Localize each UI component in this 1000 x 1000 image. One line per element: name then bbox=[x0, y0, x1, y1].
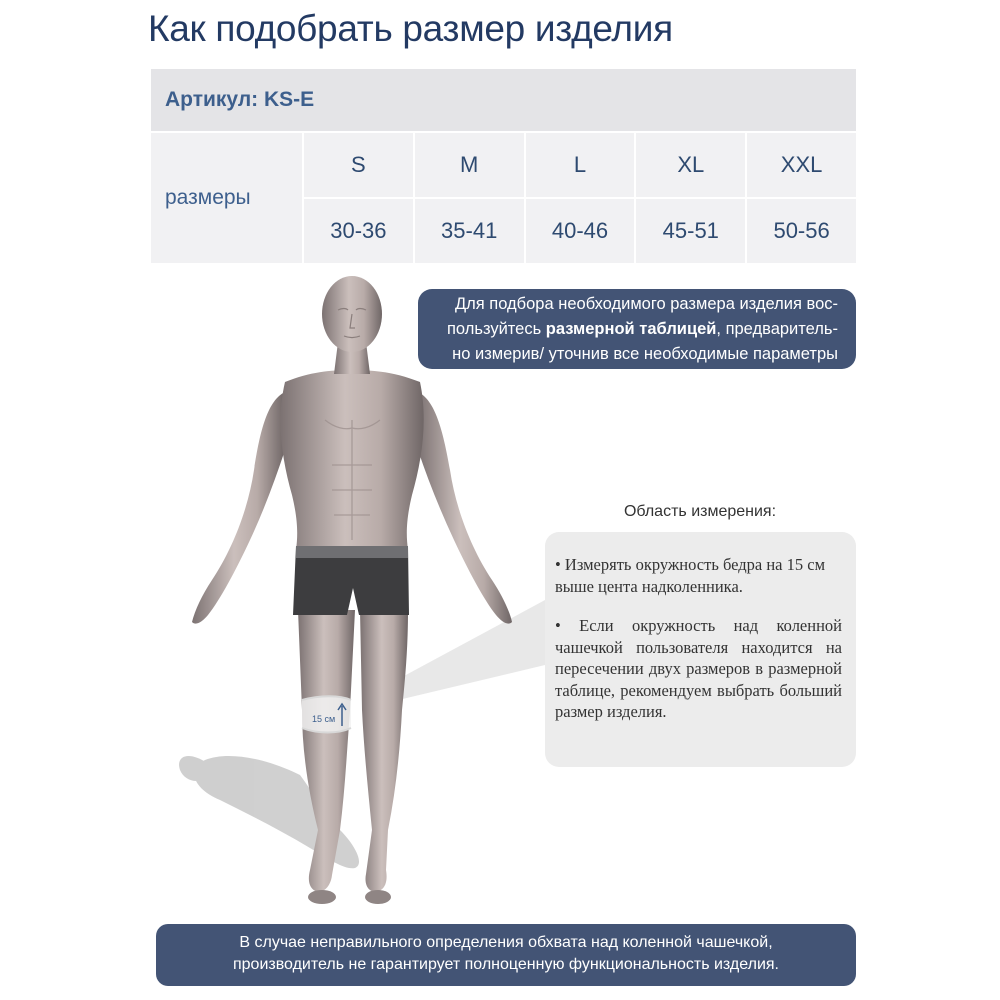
measurement-callout bbox=[545, 532, 856, 767]
knee-marker-label: 15 см bbox=[312, 714, 336, 724]
right-leg bbox=[360, 610, 408, 892]
info-line-1: Для подбора необходимого размера изделия вос- bbox=[454, 295, 838, 313]
size-cell: S bbox=[303, 132, 414, 198]
warning-line-2: производитель не гарантирует полноценную функциональность изделия. bbox=[232, 956, 779, 973]
left-arm bbox=[192, 392, 285, 624]
range-cell: 35-41 bbox=[414, 198, 525, 264]
measurement-caption: Область измерения: bbox=[623, 503, 777, 520]
warning-banner bbox=[156, 924, 856, 986]
size-table bbox=[149, 67, 858, 265]
size-cell: XXL bbox=[746, 132, 857, 198]
info-line-2-pre: пользуйтесь bbox=[446, 320, 546, 338]
sizes-row bbox=[150, 132, 857, 198]
size-cell: XL bbox=[635, 132, 746, 198]
range-cell: 30-36 bbox=[303, 198, 414, 264]
warning-line-1: В случае неправильного определения обхвата над коленной чашечкой, bbox=[239, 934, 773, 951]
info-line-2-post: , предваритель- bbox=[716, 320, 838, 338]
range-cell: 40-46 bbox=[525, 198, 636, 264]
right-foot bbox=[365, 890, 391, 904]
size-table-emphasis: размерной таблицей bbox=[545, 320, 717, 338]
measurement-bullet-1: • Измерять окружность бедра на 15 см выше цента надколенника. bbox=[555, 555, 826, 596]
shorts-waistband bbox=[296, 546, 408, 558]
range-cell: 45-51 bbox=[635, 198, 746, 264]
info-banner bbox=[418, 289, 856, 369]
info-line-2 bbox=[428, 317, 838, 342]
range-cell: 50-56 bbox=[746, 198, 857, 264]
left-foot bbox=[308, 890, 336, 904]
page-title: Как подобрать размер изделия bbox=[148, 8, 673, 49]
sizes-row-label: размеры bbox=[150, 132, 303, 264]
measurement-bullet-2: • Если окружность над коленной чашечкой пользователя находится на пересечении двух размеров в размерной таблице, рекомендуем выбрать больший размер изделия. bbox=[555, 616, 842, 721]
info-line-3: но измерив/ уточнив все необходимые параметры bbox=[452, 345, 838, 363]
article-row bbox=[150, 68, 857, 132]
right-arm bbox=[418, 392, 512, 624]
article-label: Артикул: KS-E bbox=[150, 68, 857, 132]
size-cell: M bbox=[414, 132, 525, 198]
size-cell: L bbox=[525, 132, 636, 198]
